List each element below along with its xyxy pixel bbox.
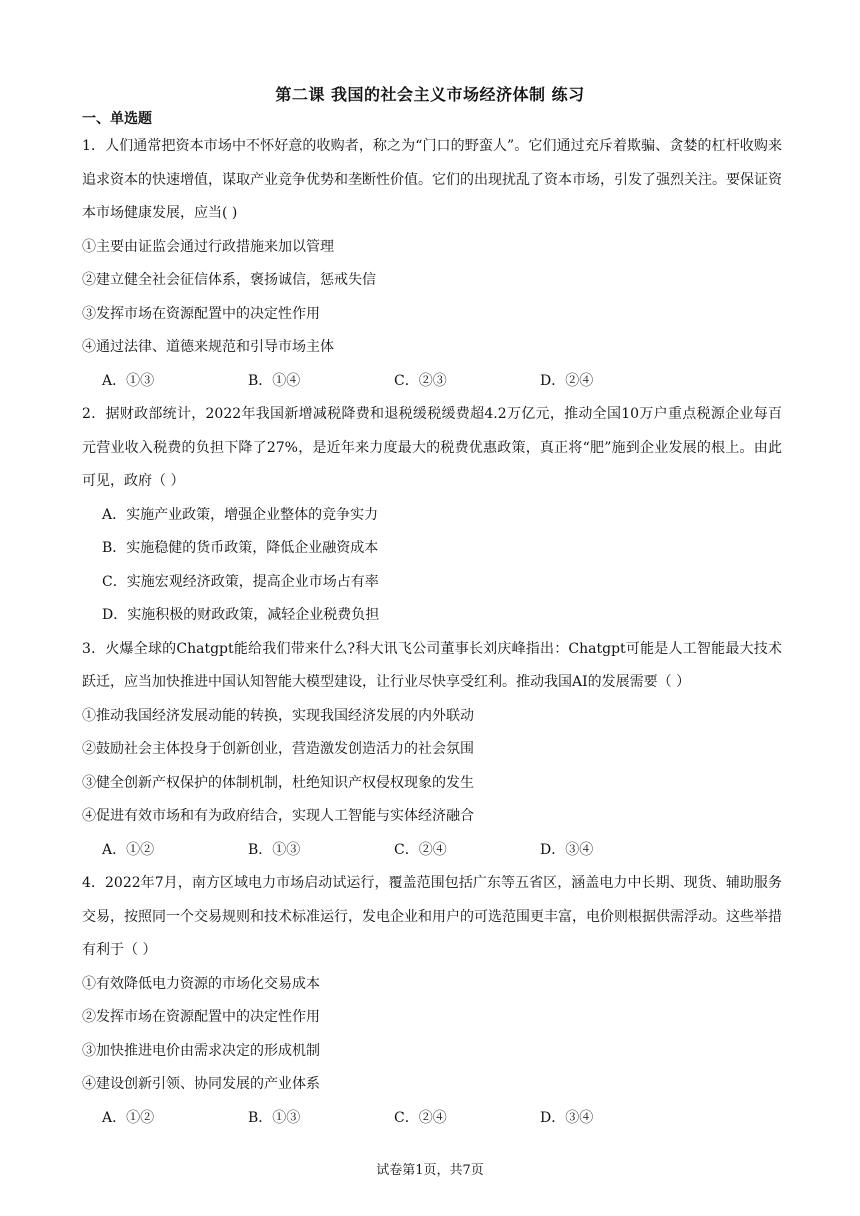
choice-a: A．①② bbox=[102, 841, 155, 858]
choice-a: A．实施产业政策，增强企业整体的竞争实力 bbox=[102, 506, 379, 523]
choice-d: D．③④ bbox=[540, 1109, 594, 1126]
choice-b: B．①③ bbox=[248, 841, 301, 858]
answer-choices bbox=[82, 365, 782, 399]
page-title: 第二课 我国的社会主义市场经济体制 练习 bbox=[275, 85, 585, 104]
statement: ④促进有效市场和有为政府结合，实现人工智能与实体经济融合 bbox=[82, 808, 474, 824]
statement: ④建设创新引领、协同发展的产业体系 bbox=[82, 1076, 320, 1092]
statement: ④通过法律、道德来规范和引导市场主体 bbox=[82, 339, 334, 355]
choice-d: D．③④ bbox=[540, 841, 594, 858]
statement: ①主要由证监会通过行政措施来加以管理 bbox=[82, 238, 334, 255]
choice-b: B．①④ bbox=[248, 372, 301, 389]
choice-a: A．①③ bbox=[102, 372, 155, 389]
choice-c: C．②③ bbox=[394, 372, 447, 389]
statement: ②鼓励社会主体投身于创新创业，营造激发创造活力的社会氛围 bbox=[82, 741, 474, 757]
question-stem: 3．火爆全球的Chatgpt能给我们带来什么?科大讯飞公司董事长刘庆峰指出：Chatgpt可能是人工智能最大技术跃迁，应当加快推进中国认知智能大模型建设，让行业尽快享受红利。推动我国AI的发展需要（ ） bbox=[82, 640, 782, 690]
page-footer: 试卷第1页，共7页 bbox=[376, 1163, 484, 1178]
choice-b: B．实施稳健的货币政策，降低企业融资成本 bbox=[102, 540, 379, 556]
statement: ③加快推进电价由需求决定的形成机制 bbox=[82, 1042, 320, 1059]
question-3 bbox=[82, 633, 782, 868]
statement: ②发挥市场在资源配置中的决定性作用 bbox=[82, 1009, 320, 1025]
question-4 bbox=[82, 867, 782, 1135]
choice-c: C．实施宏观经济政策，提高企业市场占有率 bbox=[102, 573, 379, 590]
section-heading: 一、单选题 bbox=[82, 111, 152, 127]
question-list bbox=[82, 130, 782, 1135]
choice-c: C．②④ bbox=[394, 841, 447, 858]
choice-d: D．实施积极的财政政策，减轻企业税费负担 bbox=[102, 607, 380, 623]
choice-c: C．②④ bbox=[394, 1109, 447, 1126]
statement: ②建立健全社会征信体系，褒扬诚信，惩戒失信 bbox=[82, 272, 376, 288]
choice-b: B．①③ bbox=[248, 1109, 301, 1126]
statement: ①有效降低电力资源的市场化交易成本 bbox=[82, 975, 320, 992]
answer-choices bbox=[82, 1102, 782, 1136]
answer-choices bbox=[82, 834, 782, 868]
statement: ③健全创新产权保护的体制机制，杜绝知识产权侵权现象的发生 bbox=[82, 774, 474, 791]
statement: ③发挥市场在资源配置中的决定性作用 bbox=[82, 305, 320, 322]
question-stem: 1．人们通常把资本市场中不怀好意的收购者，称之为“门口的野蛮人”。它们通过充斥着欺骗、贪婪的杠杆收购来追求资本的快速增值，谋取产业竞争优势和垄断性价值。它们的出现扰乱了资本市场，引发了强烈关注。要保证资本市场健康发展，应当( ) bbox=[82, 138, 782, 221]
choice-a: A．①② bbox=[102, 1109, 155, 1126]
answer-choices bbox=[82, 499, 782, 633]
question-1 bbox=[82, 130, 782, 398]
question-stem: 2．据财政部统计，2022年我国新增减税降费和退税缓税缓费超4.2万亿元，推动全国10万户重点税源企业每百元营业收入税费的负担下降了27%，是近年来力度最大的税费优惠政策，真正将“肥”施到企业发展的根上。由此可见，政府（ ） bbox=[82, 406, 782, 489]
question-2 bbox=[82, 398, 782, 633]
question-stem: 4．2022年7月，南方区域电力市场启动试运行，覆盖范围包括广东等五省区，涵盖电力中长期、现货、辅助服务交易，按照同一个交易规则和技术标准运行，发电企业和用户的可选范围更丰富，电价则根据供需浮动。这些举措有利于（ ） bbox=[82, 875, 782, 958]
choice-d: D．②④ bbox=[540, 372, 594, 389]
statement: ①推动我国经济发展动能的转换，实现我国经济发展的内外联动 bbox=[82, 707, 474, 724]
